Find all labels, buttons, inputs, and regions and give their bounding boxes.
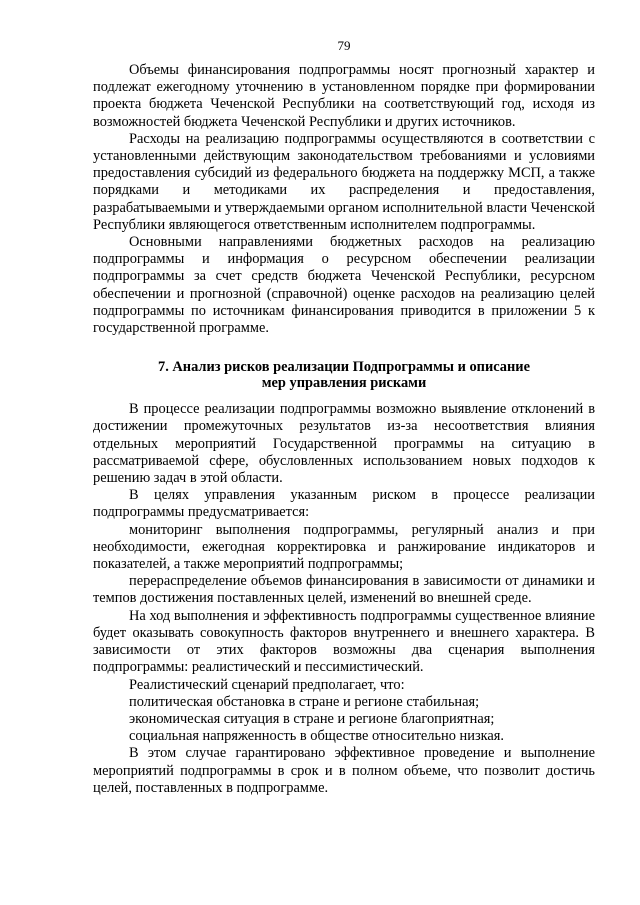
paragraph-risk-management: В целях управления указанным риском в процессе реализации подпрограммы предусматривается: <box>93 487 595 521</box>
paragraph-factors: На ход выполнения и эффективность подпрограммы существенное влияние будет оказывать совокупность факторов внутреннего и внешнего характера. В зависимости от этих факторов возможны два сценария выполнения подпрограммы: реалистический и пессимистический. <box>93 607 595 676</box>
paragraph-social-tension: социальная напряженность в обществе относительно низкая. <box>129 728 505 745</box>
section-heading <box>93 359 595 391</box>
paragraph-deviations: В процессе реализации подпрограммы возможно выявление отклонений в достижении промежуточных результатов из-за несоответствия влияния отдельных мероприятий Государственной программы на ситуацию в рассматриваемой сфере, обусловленных использованием новых подходов к решению задач в этой области. <box>93 401 595 487</box>
page-number: 79 <box>337 38 351 53</box>
section-heading-line-1: 7. Анализ рисков реализации Подпрограммы и описание <box>158 359 530 376</box>
paragraph-budget-directions: Основными направлениями бюджетных расходов на реализацию подпрограммы и информация о ресурсном обеспечении реализации подпрограммы за счет средств бюджета Чеченской Республики, ресурсном обеспечении и прогнозной (справочной) оценке расходов на реализацию целей подпрограммы по источникам финансирования приводится в приложении 5 к государственной программе. <box>93 234 595 337</box>
paragraph-guaranteed-execution: В этом случае гарантировано эффективное проведение и выполнение мероприятий подпрограммы в срок и в полном объеме, что позволит достичь целей, поставленных в подпрограмме. <box>93 745 595 796</box>
paragraph-realistic-scenario: Реалистический сценарий предполагает, что: <box>129 676 405 693</box>
paragraph-monitoring: мониторинг выполнения подпрограммы, регулярный анализ и при необходимости, ежегодная корректировка и ранжирование индикаторов и показателей, а также мероприятий подпрограммы; <box>93 521 595 573</box>
paragraph-political-situation: политическая обстановка в стране и регионе стабильная; <box>129 693 480 710</box>
paragraph-economic-situation: экономическая ситуация в стране и регионе благоприятная; <box>129 710 495 727</box>
paragraph-financing-volumes: Объемы финансирования подпрограммы носят прогнозный характер и подлежат ежегодному уточнению в установленном порядке при формировании проекта бюджета Чеченской Республики на соответствующий год, исходя из возможностей бюджета Чеченской Республики и других источников. <box>93 62 595 130</box>
paragraph-redistribution: перераспределение объемов финансирования в зависимости от динамики и темпов достижения поставленных целей, изменений во внешней среде. <box>93 573 595 607</box>
section-heading-line-2: мер управления рисками <box>261 375 427 392</box>
paragraph-expenses: Расходы на реализацию подпрограммы осуществляются в соответствии с установленными действующим законодательством требованиями и условиями предоставления субсидий из федерального бюджета на поддержку МСП, а также порядками и методиками их распределения и предоставления, разрабатываемыми и утверждаемыми органом исполнительной власти Чеченской Республики являющегося ответственным исполнителем подпрограммы. <box>93 130 595 233</box>
